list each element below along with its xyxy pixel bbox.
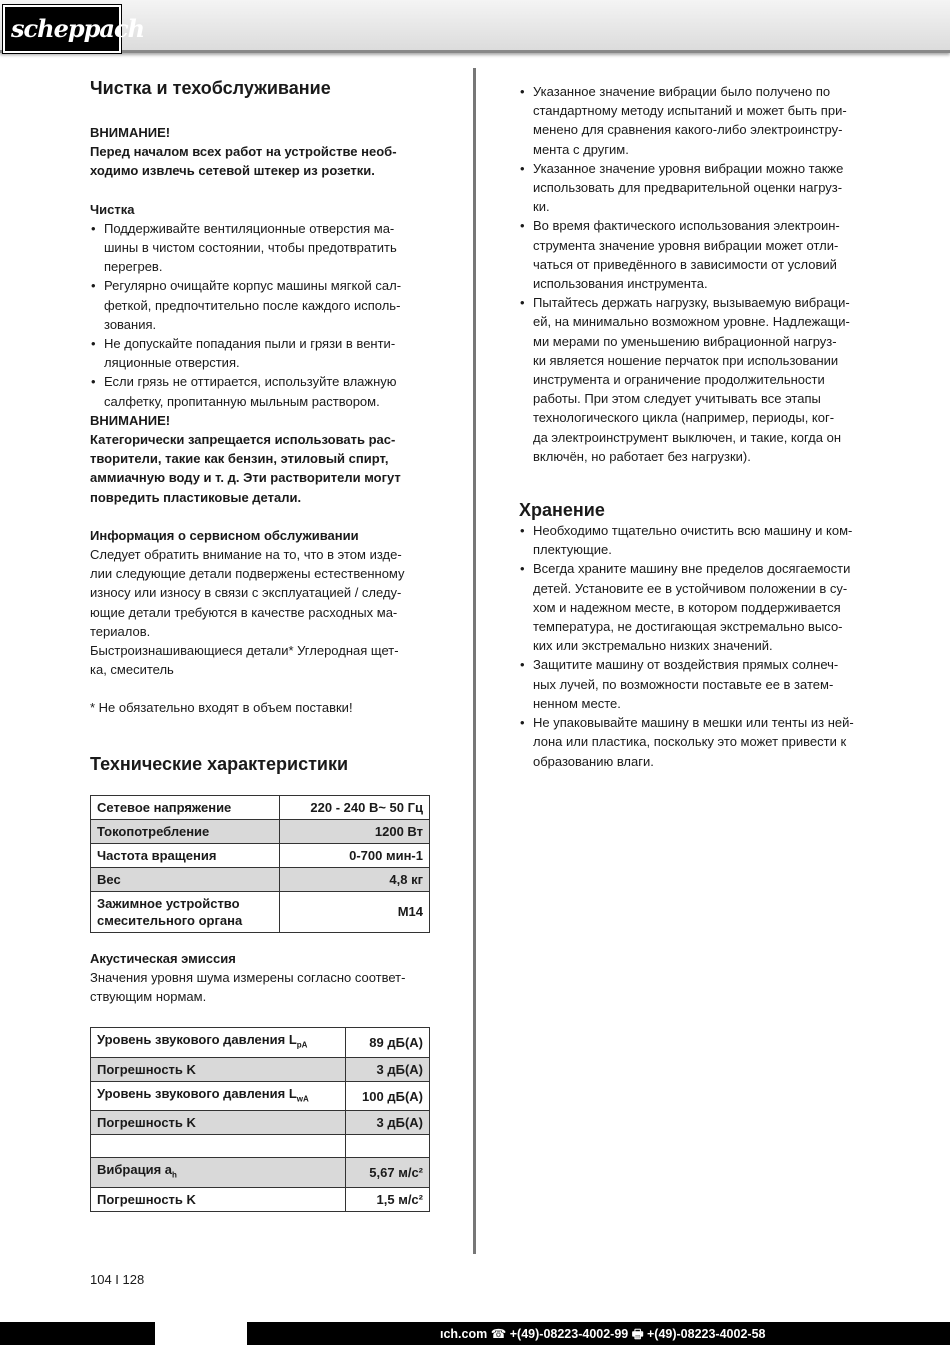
- table-row: Погрешность K 1,5 м/с²: [91, 1188, 430, 1212]
- list-item: • Не упаковывайте машину в мешки или тенты из ней- лона или пластика, поскольку это может привести к образованию влаги.: [519, 713, 860, 771]
- table-row: Уровень звукового давления $L_{wA}$ 100 дБ(A): [91, 1081, 430, 1111]
- left-column: [90, 78, 430, 1212]
- service-text: Следует обратить внимание на то, что в этом изде- лии следующие детали подвержены естественному износу или износу в связи с эксплуатацией / следу- ющие детали требуются в качестве расходных ма- териалов. Быстроизнашивающиеся детали* Углеродная щет- ка, смеситель: [90, 547, 405, 678]
- table-row: Зажимное устройство смесительного органа M14: [91, 891, 430, 932]
- footer-contact: ıch.com ☎ +(49)-08223-4002-99 🖶 +(49)-08223-4002-58: [440, 1327, 766, 1341]
- table-row: Токопотребление 1200 Вт: [91, 819, 430, 843]
- list-item: • Поддерживайте вентиляционные отверстия ма- шины в чистом состоянии, чтобы предотвратить перегрев.: [90, 219, 430, 277]
- list-item: • Во время фактического использования электроин- струмента значение уровня вибрации может отли- чаться от приведённого в зависимости от условий использования инструмента.: [519, 216, 860, 293]
- scheppach-logo: [3, 5, 145, 53]
- tech-specs-title: Технические характеристики: [90, 753, 349, 774]
- solvent-warning: Категорически запрещается использовать рас- творители, такие как бензин, этиловый спирт, аммиачную воду и т. д. Эти растворители могут повредить пластиковые детали.: [90, 432, 401, 505]
- list-item: • Регулярно очищайте корпус машины мягкой сал- феткой, предпочтительно после каждого исполь- зования.: [90, 276, 430, 334]
- list-item: • Не допускайте попадания пыли и грязи в венти- ляционные отверстия.: [90, 334, 430, 372]
- footer-white-block: [155, 1322, 247, 1345]
- table-row: Сетевое напряжение 220 - 240 В~ 50 Гц: [91, 795, 430, 819]
- page-header: [0, 0, 950, 53]
- list-item: • Пытайтесь держать нагрузку, вызываемую вибраци- ей, на минимально возможном уровне. Надлежащи- ми мерами по уменьшению вибрационной нагруз- ки является ношение перчаток при использовании инструмента и ограничение продолжительности работы. При этом следует учитывать все этапы технологического цикла (например, периоды, ког- да электроинструмент выключен, и такие, когда он включён, но работает без нагрузки).: [519, 293, 860, 466]
- list-item: • Всегда храните машину вне пределов досягаемости детей. Установите ее в устойчивом положении в су- хом и надежном месте, в котором поддерживается температура, не достигающая экстремально высо- ких или экстремально низких значений.: [519, 559, 860, 655]
- vibration-list: [519, 82, 860, 466]
- cleaning-title: Чистка и техобслуживание: [90, 78, 331, 98]
- noise-table: [90, 1027, 430, 1212]
- attention-label: ВНИМАНИЕ!: [90, 412, 171, 428]
- right-column: [519, 82, 860, 771]
- cleaning-list: [90, 219, 430, 411]
- list-item: • Защитите машину от воздействия прямых солнеч- ных лучей, по возможности поставьте ее в затем- ненном месте.: [519, 655, 860, 713]
- service-subtitle: Информация о сервисном обслуживании: [90, 527, 359, 543]
- storage-title: Хранение: [519, 500, 605, 521]
- table-row: Вибрация $a_h$ 5,67 м/с²: [91, 1158, 430, 1188]
- spec-table: [90, 795, 430, 933]
- table-row: Уровень звукового давления $L_{pA}$ 89 дБ(A): [91, 1028, 430, 1058]
- footnote: * Не обязательно входят в объем поставки!: [90, 700, 353, 716]
- list-item: • Если грязь не оттирается, используйте влажную салфетку, пропитанную мыльным раствором.: [90, 372, 430, 410]
- page-footer: [0, 1322, 950, 1345]
- column-divider: [473, 68, 476, 1254]
- table-row: Вес 4,8 кг: [91, 867, 430, 891]
- attention-label: ВНИМАНИЕ!: [90, 125, 171, 140]
- page-number: 104 I 128: [90, 1272, 145, 1287]
- list-item: • Указанное значение уровня вибрации можно также использовать для предварительной оценки нагруз- ки.: [519, 159, 860, 217]
- acoustic-subtitle: Акустическая эмиссия: [90, 950, 236, 966]
- list-item: • Необходимо тщательно очистить всю машину и ком- плектующие.: [519, 521, 860, 559]
- attention-text: Перед началом всех работ на устройстве необ- ходимо извлечь сетевой штекер из розетки.: [90, 144, 397, 179]
- logo-text: scheppach: [11, 14, 145, 43]
- table-row: Погрешность K 3 дБ(A): [91, 1057, 430, 1081]
- table-row: Погрешность K 3 дБ(A): [91, 1111, 430, 1135]
- storage-list: [519, 521, 860, 771]
- cleaning-subtitle: Чистка: [90, 201, 135, 217]
- table-row: Частота вращения 0-700 мин-1: [91, 843, 430, 867]
- table-row: [91, 1135, 430, 1158]
- acoustic-text: Значения уровня шума измерены согласно соответ- ствующим нормам.: [90, 969, 406, 1005]
- list-item: • Указанное значение вибрации было получено по стандартному методу испытаний и может быть при- менено для сравнения какого-либо электроинстру- мента с другим.: [519, 82, 860, 159]
